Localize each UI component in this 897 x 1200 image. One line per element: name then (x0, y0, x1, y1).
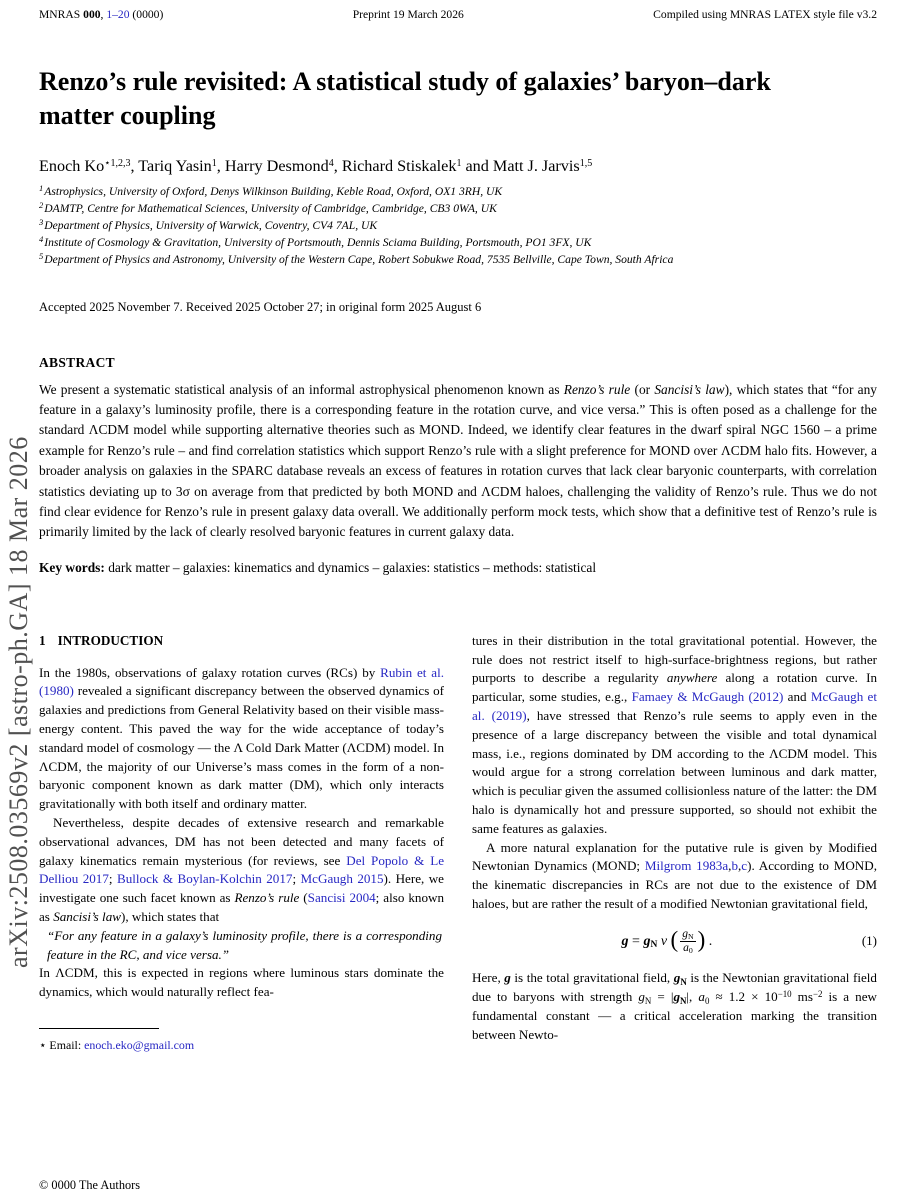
citation-rubin-1980[interactable]: Rubin et al. (1980) (39, 664, 445, 699)
journal-reference (39, 8, 163, 21)
affiliation-number: 3 (39, 217, 44, 228)
author-name: Matt J. Jarvis (492, 156, 580, 175)
citation-mcgaugh-2019[interactable]: McGaugh et al. (2019) (472, 689, 877, 724)
text-segment: a (698, 989, 705, 1005)
text-segment: ; also known as (39, 890, 444, 924)
text-segment: ( (299, 890, 308, 906)
author-name: Richard Stiskalek (341, 156, 457, 175)
text-segment: along a rotation curve. In particular, some studies, e.g., (472, 670, 877, 705)
text-segment: A more natural explanation for the putative rule is given by Modified Newtonian Dynamics (MOND; (472, 839, 877, 874)
eq-fraction (680, 928, 695, 955)
citation-sancisi-2004[interactable]: Sancisi 2004 (307, 890, 376, 906)
right-column (472, 632, 877, 1055)
text-segment: ). According to MOND, the kinematic discrepancies in RCs are not due to the existence of DM haloes, but are rather the result of a modified Newtonian gravitational field, (472, 858, 877, 911)
text-segment: ms (791, 989, 813, 1005)
text-segment: “For any feature in a galaxy’s luminosity profile, there is a corresponding feature in the RC, and vice versa.” (47, 927, 442, 962)
eq-den-sub: 0 (688, 946, 693, 956)
text-segment: g (673, 970, 681, 986)
text-segment: is the Newtonian gravitational field due to baryons with strength (472, 970, 877, 1005)
affiliation-number: 2 (39, 200, 44, 211)
text-segment: , have stressed that Renzo’s rule seems to apply even in the presence of a large discrepancy between the visible and total dynamical mass, i.e., regions dominated by DM according to the ΛCDM model. This would argue for a strong correlation between luminous and dark matter, which is peculiar given the assumed collisionless nature of the latter: the DM halo is dynamically hot and pressure supported, so should not exhibit the same features as galaxies. (472, 708, 878, 836)
eq-fraction-denominator (680, 941, 695, 955)
section-title: INTRODUCTION (57, 632, 164, 648)
footnote-label: Email: (46, 1037, 85, 1052)
author-sep: and (461, 156, 493, 175)
text-segment: ). Here, we investigate one such facet known as (39, 871, 444, 906)
author-name: Enoch Ko (39, 156, 105, 175)
text-segment: (or (630, 381, 655, 397)
email-link[interactable]: enoch.eko@gmail.com (84, 1037, 195, 1052)
author-affil-marker: 1,5 (579, 158, 593, 170)
citation-famaey-2012[interactable]: Famaey & McGaugh (2012) (631, 689, 784, 705)
affiliation (39, 183, 877, 200)
footnote-block (39, 1028, 444, 1055)
footnote-rule (39, 1028, 159, 1029)
eq-nu: ν (657, 933, 671, 949)
affiliation-text: Department of Physics and Astronomy, University of the Western Cape, Robert Sobukwe Road, 7535 Bellville, Cape Town, South Africa (44, 252, 674, 266)
author-list (39, 157, 877, 176)
text-segment: Sancisi’s law (53, 909, 121, 924)
text-segment: N (680, 995, 687, 1006)
keywords-text: dark matter – galaxies: kinematics and dynamics – galaxies: statistics – methods: statistical (104, 559, 597, 575)
affiliation (39, 234, 877, 251)
text-segment: N (644, 995, 652, 1006)
text-segment: ), which states that “for any feature in a galaxy’s luminosity profile, there is a corresponding feature in the rotation curve, and vice versa.” This is often posed as a challenge for the standard ΛCDM model while supporting alternative theories such as MOND. Indeed, we identify clear features in the dwarf spiral NGC 1560 – a prime example for Renzo’s rule – and find correlation statistics which support Renzo’s rule with a slight preference for MOND over ΛCDM halo fits. However, a broader analysis on galaxies in the SPARC database reveals an excess of features in rotation curves that lack clear baryonic counterparts, with correlation statistics deviating up to 3σ on average from that predicted by both MOND and ΛCDM haloes, challenging the validity of Renzo’s rule. Thus we do not find clear evidence for Renzo’s rule in present galaxy data overall. We additionally perform mock tests, which show that a definitive test of Renzo’s rule is primarily limited by the lack of clearly resolved baryonic features in current galaxy data. (39, 381, 877, 540)
section-number: 1 (39, 632, 46, 648)
text-segment: Renzo’s rule (563, 381, 631, 397)
text-segment: tures in their distribution in the total gravitational potential. However, the rule does not restrict itself to high-surface-brightness regions, but rather purports to describe a regularity (472, 632, 877, 686)
author-name: Harry Desmond (224, 156, 329, 175)
author-sep: , (333, 156, 342, 175)
text-segment: Here, (472, 970, 505, 986)
copyright-footer: © 0000 The Authors (39, 1178, 140, 1192)
equation-body (472, 928, 862, 955)
compiled-note: Compiled using MNRAS LATEX style file v3.2 (653, 8, 877, 21)
acceptance-dates: Accepted 2025 November 7. Received 2025 October 27; in original form 2025 August 6 (39, 299, 482, 314)
author-name: Tariq Yasin (138, 156, 212, 175)
citation-milgrom-1983c[interactable]: c (741, 858, 748, 874)
equation-1 (472, 928, 877, 955)
intro-paragraph-3 (39, 964, 444, 1002)
author-sep: , (216, 156, 225, 175)
renzos-rule-quote (39, 927, 444, 965)
text-segment: revealed a significant discrepancy between the observed dynamics of galaxies and predictions from General Relativity based on their visible mass-energy content. This paved the way for the wide acceptance of today’s standard model of cosmology — the Λ Cold Dark Matter (ΛCDM) model. In ΛCDM, the majority of our Universe’s mass comes in the form of a non-baryonic component known as dark matter (DM), which only interacts gravitationally with both itself and ordinary matter. (39, 683, 444, 812)
running-header (39, 8, 877, 21)
citation-milgrom-1983a[interactable]: Milgrom 1983a (644, 858, 729, 874)
affiliation-text: Astrophysics, University of Oxford, Denys Wilkinson Building, Keble Road, Oxford, OX1 3RH, UK (44, 184, 503, 198)
affiliation-text: Institute of Cosmology & Gravitation, University of Portsmouth, Dennis Sciama Building, Portsmouth, PO1 3FX, UK (44, 235, 592, 249)
left-column (39, 632, 444, 1055)
text-segment: is a new fundamental constant — a critical acceleration marking the transition between Newto- (472, 989, 877, 1042)
eq-lhs: g (621, 933, 629, 949)
author-sep: , (130, 156, 139, 175)
eq-rhs: g (643, 933, 651, 949)
citation-milgrom-1983b[interactable]: b (731, 858, 738, 874)
eq-num-base: g (682, 927, 688, 940)
eq-fraction-numerator (680, 928, 695, 941)
abstract-heading: ABSTRACT (39, 354, 115, 370)
page-title: Renzo’s rule revisited: A statistical study of galaxies’ baryon–dark matter coupling (39, 67, 771, 130)
author (225, 157, 342, 175)
arxiv-watermark: arXiv:2508.03569v2 [astro-ph.GA] 18 Mar 2026 (4, 436, 33, 968)
citation-delpopolo-2017[interactable]: Del Popolo & Le Delliou 2017 (39, 852, 445, 887)
intro-paragraph-1 (39, 664, 444, 814)
affiliation-number: 5 (39, 251, 44, 262)
author-affil-marker: 1 (456, 158, 462, 170)
keywords-line (39, 560, 877, 576)
citation-bullock-2017[interactable]: Bullock & Boylan-Kolchin 2017 (116, 871, 293, 887)
preprint-date: Preprint 19 March 2026 (352, 8, 464, 21)
text-segment: −2 (812, 989, 823, 1000)
journal-sep: , (100, 8, 107, 21)
eq-right-paren: ) (697, 927, 706, 953)
text-segment: ), which states that (120, 909, 220, 924)
author-affil-marker: 4 (328, 158, 334, 170)
affiliation (39, 217, 877, 234)
author (493, 157, 592, 175)
journal-name: MNRAS (39, 8, 84, 21)
text-segment: and (783, 689, 811, 705)
abstract-text (39, 380, 877, 543)
journal-volume: 000 (83, 8, 101, 21)
text-segment: , (737, 858, 742, 874)
text-segment: In ΛCDM, this is expected in regions where luminous stars dominate the dynamics, which would naturally reflect fea- (39, 965, 444, 1000)
citation-mcgaugh-2015[interactable]: McGaugh 2015 (300, 871, 384, 887)
text-segment: is the total gravitational field, (510, 970, 674, 986)
author (39, 157, 138, 175)
text-segment: Sancisi’s law (654, 381, 725, 397)
text-segment: |, (686, 989, 699, 1005)
text-segment: ≈ 1.2 × 10 (709, 989, 778, 1005)
footnote-star-icon: ⋆ (39, 1037, 47, 1052)
journal-year: (0000) (129, 8, 164, 21)
text-segment: g (638, 989, 645, 1005)
right-paragraph-1 (472, 632, 877, 839)
affiliation-text: DAMTP, Centre for Mathematical Sciences, University of Cambridge, Cambridge, CB3 0WA, UK (44, 201, 497, 215)
author (342, 157, 493, 175)
eq-rel: = (628, 933, 644, 949)
section-heading-introduction (39, 632, 444, 651)
text-segment: g (673, 989, 680, 1005)
affiliation (39, 251, 877, 268)
two-column-body (39, 632, 877, 1055)
eq-left-paren: ( (670, 927, 679, 953)
text-segment: ; (292, 871, 301, 887)
text-segment: = | (651, 989, 674, 1005)
text-segment: In the 1980s, observations of galaxy rotation curves (RCs) by (39, 664, 381, 680)
text-segment: Renzo’s rule (234, 890, 300, 906)
author-affil-marker: 1 (211, 158, 217, 170)
equation-number: (1) (861, 933, 877, 949)
eq-den-base: a (683, 942, 689, 955)
author (138, 157, 225, 175)
text-segment: g (504, 970, 511, 986)
text-segment: −10 (777, 989, 792, 1000)
intro-paragraph-2 (39, 814, 444, 927)
author-affil-marker: ⋆1,2,3 (104, 158, 131, 170)
affiliation-number: 1 (39, 183, 44, 194)
text-segment: , (728, 858, 732, 874)
text-segment: anywhere (666, 670, 718, 686)
text-segment: N (680, 976, 687, 987)
text-segment: 0 (704, 995, 710, 1006)
keywords-label: Key words: (39, 559, 105, 575)
text-segment: Nevertheless, despite decades of extensive research and remarkable observational advances, DM has not been detected and many facets of galaxy kinematics remain mysterious (for reviews, see (39, 815, 444, 868)
paper-content (39, 8, 877, 1055)
affiliation-list (39, 183, 877, 268)
eq-num-sub: N (687, 931, 694, 941)
right-paragraph-3 (472, 969, 877, 1044)
eq-rhs-sub: N (650, 940, 658, 951)
affiliation-text: Department of Physics, University of Warwick, Coventry, CV4 7AL, UK (44, 218, 378, 232)
pages-link[interactable]: 1–20 (106, 8, 130, 21)
affiliation (39, 200, 877, 217)
eq-period: . (705, 933, 713, 949)
right-paragraph-2 (472, 839, 877, 914)
text-segment: ; (108, 871, 117, 887)
affiliation-number: 4 (39, 234, 44, 245)
text-segment: We present a systematic statistical analysis of an informal astrophysical phenomenon known as (39, 381, 564, 397)
